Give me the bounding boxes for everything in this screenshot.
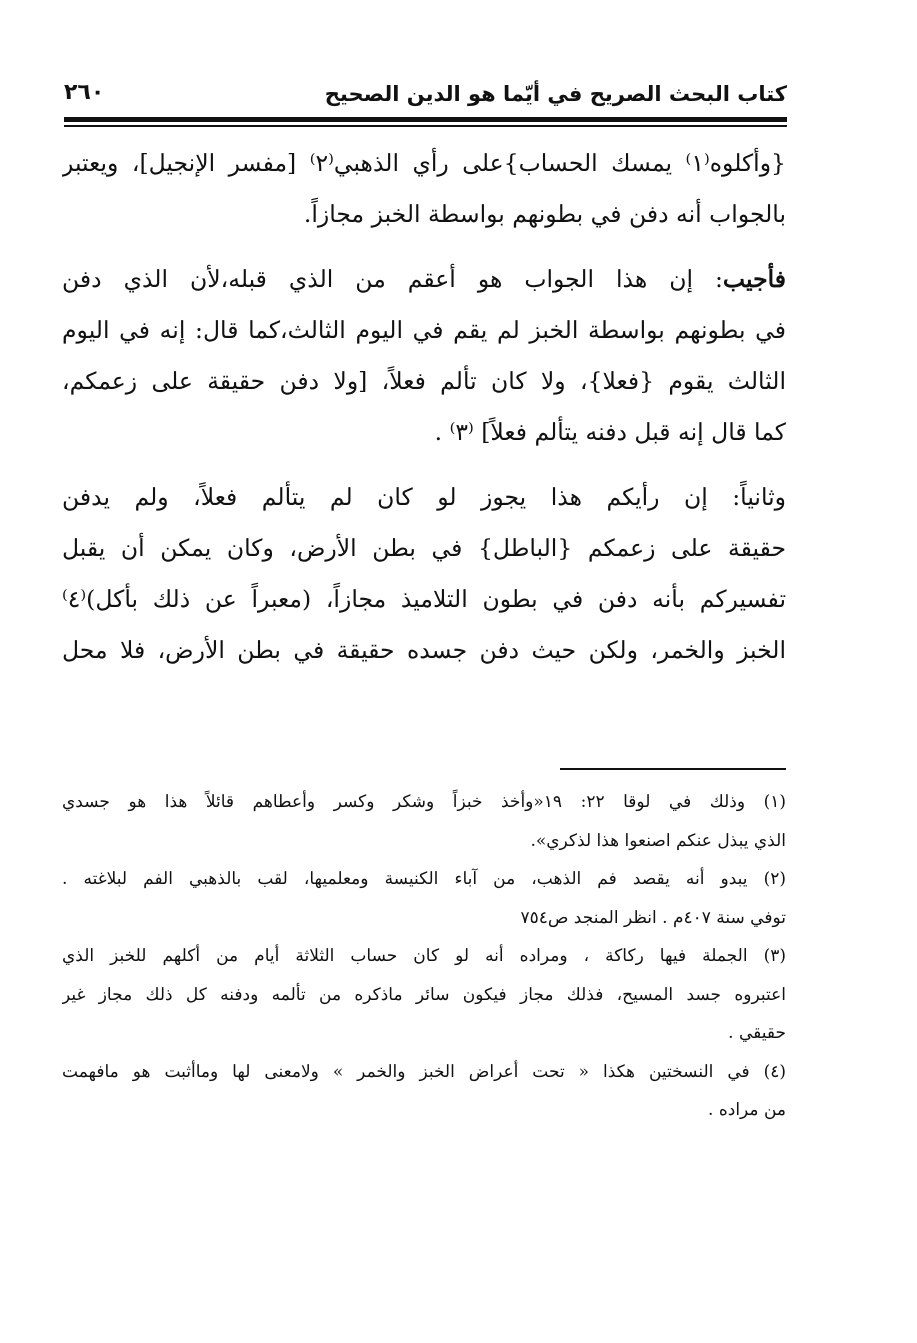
- footnote-line: من مراده .: [708, 1100, 786, 1120]
- body-line-rest: : إن هذا الجواب هو أعقم من الذي قبله،لأن الذي دفن: [62, 265, 723, 293]
- body-line: الخبز والخمر، ولكن حيث دفن جسده حقيقة في بطن الأرض، فلا محل: [62, 636, 786, 664]
- footnote-line: توفي سنة ٤٠٧م . انظر المنجد ص٧٥٤: [520, 907, 786, 928]
- main-text: [62, 138, 786, 676]
- body-line: في بطونهم بواسطة الخبز لم يقم في اليوم الثالث،كما قال: إنه في اليوم: [62, 316, 786, 344]
- footnote-line: اعتبروه جسد المسيح، فذلك مجاز فيكون سائر ماذكره من تألمه ودفنه كل ذلك مجاز غير: [62, 984, 786, 1005]
- running-header: [64, 78, 787, 118]
- body-line: الثالث يقوم {فعلا}، ولا كان تألم فعلاً، [ولا دفن حقيقة على زعمكم،: [62, 367, 786, 395]
- footnote-separator: [560, 768, 786, 770]
- answer-lead: فأجيب: [722, 265, 786, 293]
- header-rule-thin: [64, 125, 787, 127]
- footnote-line: (٣) الجملة فيها ركاكة ، ومراده أنه لو كان حساب الثلاثة أيام من أكلهم للخبز الذي: [62, 946, 786, 966]
- footnote-line: الذي يبذل عنكم اصنعوا هذا لذكري».: [530, 830, 786, 851]
- body-line: حقيقة على زعمكم {الباطل} في بطن الأرض، وكان يمكن أن يقبل: [62, 534, 786, 562]
- footnote-line: (٢) يبدو أنه يقصد فم الذهب، من آباء الكنيسة ومعلميها، لقب بالذهبي الفم لبلاغته .: [62, 869, 786, 889]
- body-line: بالجواب أنه دفن في بطونهم بواسطة الخبز مجازاً.: [303, 200, 786, 228]
- book-title: كتاب البحث الصريح في أيّما هو الدين الصحيح: [324, 82, 787, 106]
- footnote-line: (١) وذلك في لوقا ٢٢: ١٩«وأخذ خبزاً وشكر وكسر وأعطاهم قائلاً هذا هو جسدي: [62, 792, 786, 812]
- header-rule-thick: [64, 117, 787, 122]
- page-number: ٢٦٠: [64, 80, 105, 105]
- body-line: {وأكلوه⁽١⁾ يمسك الحساب}على رأي الذهبي⁽٢⁾ [مفسر الإنجيل]، ويعتبر: [62, 149, 786, 177]
- body-line: تفسيركم بأنه دفن في بطون التلاميذ مجازاً، (معبراً عن ذلك بأكل)⁽٤⁾: [62, 585, 786, 613]
- body-line: [62, 254, 786, 305]
- body-line: كما قال إنه قبل دفنه يتألم فعلاً] ⁽٣⁾ .: [434, 418, 786, 446]
- footnote-line: (٤) في النسختين هكذا « تحت أعراض الخبز والخمر » ولامعنى لها وماأثبت هو مافهمت: [62, 1061, 786, 1082]
- footnote-line: حقيقي .: [728, 1023, 786, 1043]
- footnotes: [62, 783, 786, 1130]
- body-line: وثانياً: إن رأيكم هذا يجوز لو كان لم يتألم فعلاً، ولم يدفن: [62, 483, 786, 511]
